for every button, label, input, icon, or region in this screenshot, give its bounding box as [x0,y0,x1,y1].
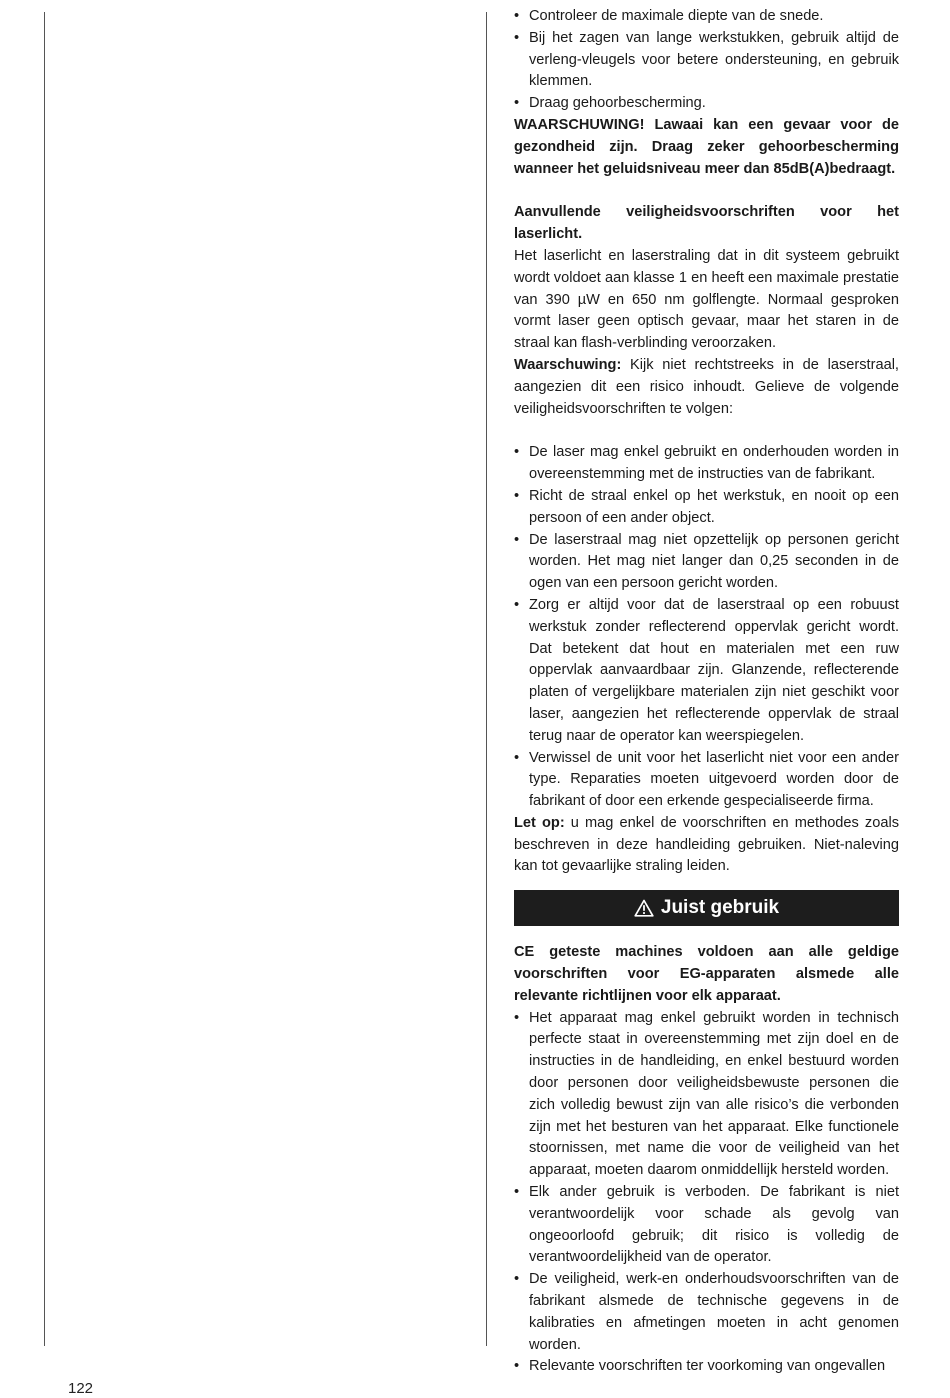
column-divider-rule [486,12,487,1346]
list-item: • De veiligheid, werk-en onderhoudsvoorschriften van de fabrikant alsmede de technische gegevens in de kalibraties en afmetingen moeten in acht genomen worden. [514,1269,899,1356]
section-bullet-list [514,1008,899,1379]
list-item: • Controleer de maximale diepte van de snede. [514,6,899,28]
text-column [514,6,899,1378]
list-item: • Elk ander gebruik is verboden. De fabrikant is niet verantwoordelijk voor schade als gevolg van ongeoorloofd gebruik; dit risico is volledig de verantwoordelijkheid van de operator. [514,1182,899,1269]
list-item: • De laser mag enkel gebruikt en onderhouden worden in overeenstemming met de instructies van de fabrikant. [514,442,899,486]
warning-triangle-icon [634,899,654,917]
section-lead: CE geteste machines voldoen aan alle geldige voorschriften voor EG-apparaten alsmede alle relevante richtlijnen voor elk apparaat. [514,944,899,1004]
laser-warning-text: Kijk niet rechtstreeks in de laserstraal, aangezien dit een risico inhoudt. Gelieve de volgende veiligheidsvoorschriften te volgen: [514,356,899,417]
list-item: • Draag gehoorbescherming. [514,93,899,115]
laser-bullet-list [514,442,899,813]
laser-heading: Aanvullende veiligheidsvoorschriften voor het laserlicht. [514,204,899,243]
section-title: Juist gebruik [660,897,780,919]
list-item: • Bij het zagen van lange werkstukken, gebruik altijd de verleng-vleugels voor betere ondersteuning, en gebruik klemmen. [514,28,899,93]
laser-intro: Het laserlicht en laserstraling dat in dit systeem gebruikt wordt voldoet aan klasse 1 en heeft een maximale prestatie van 390 µW en 650 nm golflengte. Normaal gesproken vormt laser geen optisch gevaar, maar het staren in de straal kan flash-verblinding veroorzaken. [514,247,899,352]
noise-warning: WAARSCHUWING! Lawaai kan een gevaar voor de gezondheid zijn. Draag zeker gehoorbescherming wanneer het geluidsniveau meer dan 85dB(A)bedraagt. [514,116,899,177]
laser-warning-paragraph [514,355,899,420]
section-banner [514,890,899,926]
list-item: • Verwissel de unit voor het laserlicht niet voor een ander type. Reparaties moeten uitgevoerd worden door de fabrikant of door een erkende gespecialiseerde firma. [514,748,899,813]
top-bullet-list [514,6,899,115]
laser-note-paragraph [514,813,899,878]
laser-note-text: u mag enkel de voorschriften en methodes zoals beschreven in deze handleiding gebruiken. Niet-naleving kan tot gevaarlijke straling leiden. [514,814,900,875]
left-margin-rule [44,12,45,1346]
page-number: 122 [68,1380,94,1397]
list-item: • Richt de straal enkel op het werkstuk, en nooit op een persoon of een ander object. [514,486,899,530]
laser-warning-label: Waarschuwing: [514,356,622,373]
list-item: • De laserstraal mag niet opzettelijk op personen gericht worden. Het mag niet langer dan 0,25 seconden in de ogen van een persoon gericht worden. [514,530,899,595]
list-item: • Zorg er altijd voor dat de laserstraal op een robuust werkstuk zonder reflecterend oppervlak gericht wordt. Dat betekent dat hout en materialen met een ruw oppervlak aanvaardbaar zijn. Glanzende, reflecterende platen of vergelijkbare materialen zijn niet geschikt voor laser, aangezien het reflecterende oppervlak de straal terug naar de operator kan weerspiegelen. [514,595,899,748]
laser-note-label: Let op: [514,814,565,831]
list-item: • Relevante voorschriften ter voorkoming van ongevallen [514,1356,899,1378]
list-item: • Het apparaat mag enkel gebruikt worden in technisch perfecte staat in overeenstemming met zijn doel en de instructies in de handleiding, en enkel bestuurd worden door personen door veiligheidsbewuste personen die zich volledig bewust zijn van alle risico’s die verbonden zijn met het besturen van het apparaat. Elke functionele stoornissen, met name die voor de veiligheid van het apparaat, moeten daarom onmiddellijk hersteld worden. [514,1008,899,1182]
